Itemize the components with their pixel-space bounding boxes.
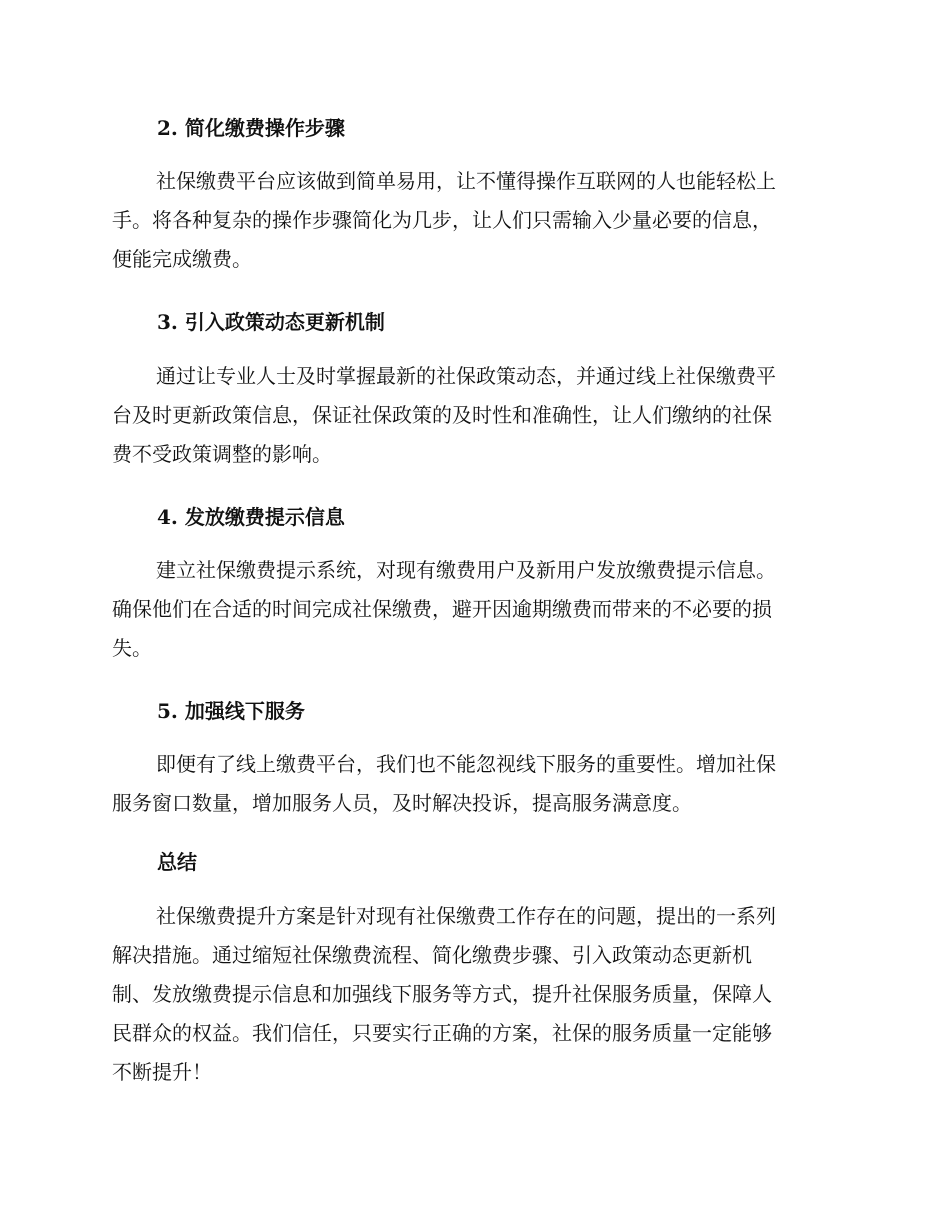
paragraph-line: 解决措施。通过缩短社保缴费流程、简化缴费步骤、引入政策动态更新机 xyxy=(112,943,752,967)
paragraph-line: 通过让专业人士及时掌握最新的社保政策动态，并通过线上社保缴费平 xyxy=(156,364,776,388)
section-paragraph xyxy=(112,162,830,279)
paragraph-line: 民群众的权益。我们信任，只要实行正确的方案，社保的服务质量一定能够 xyxy=(112,1021,772,1045)
section-paragraph xyxy=(112,551,830,668)
section-heading: 5. 加强线下服务 xyxy=(157,699,305,723)
section-heading: 2. 简化缴费操作步骤 xyxy=(157,116,345,140)
paragraph-line: 失。 xyxy=(112,636,152,660)
paragraph-line: 社保缴费提升方案是针对现有社保缴费工作存在的问题，提出的一系列 xyxy=(156,904,776,928)
paragraph-line: 不断提升！ xyxy=(112,1060,212,1084)
summary-paragraph xyxy=(112,897,830,1092)
paragraph-line: 服务窗口数量，增加服务人员，及时解决投诉，提高服务满意度。 xyxy=(112,791,692,815)
paragraph-line: 即便有了线上缴费平台，我们也不能忽视线下服务的重要性。增加社保 xyxy=(156,752,776,776)
section-heading: 3. 引入政策动态更新机制 xyxy=(157,310,385,334)
paragraph-line: 建立社保缴费提示系统，对现有缴费用户及新用户发放缴费提示信息。 xyxy=(156,558,776,582)
section-paragraph xyxy=(112,357,830,474)
summary-heading: 总结 xyxy=(157,850,197,874)
section-paragraph xyxy=(112,745,830,823)
paragraph-line: 确保他们在合适的时间完成社保缴费，避开因逾期缴费而带来的不必要的损 xyxy=(112,597,772,621)
section-heading: 4. 发放缴费提示信息 xyxy=(157,505,345,529)
paragraph-line: 制、发放缴费提示信息和加强线下服务等方式，提升社保服务质量，保障人 xyxy=(112,982,772,1006)
paragraph-line: 社保缴费平台应该做到简单易用，让不懂得操作互联网的人也能轻松上 xyxy=(156,169,776,193)
paragraph-line: 台及时更新政策信息，保证社保政策的及时性和准确性，让人们缴纳的社保 xyxy=(112,403,772,427)
paragraph-line: 费不受政策调整的影响。 xyxy=(112,442,332,466)
paragraph-line: 便能完成缴费。 xyxy=(112,247,252,271)
paragraph-line: 手。将各种复杂的操作步骤简化为几步，让人们只需输入少量必要的信息， xyxy=(112,208,772,232)
